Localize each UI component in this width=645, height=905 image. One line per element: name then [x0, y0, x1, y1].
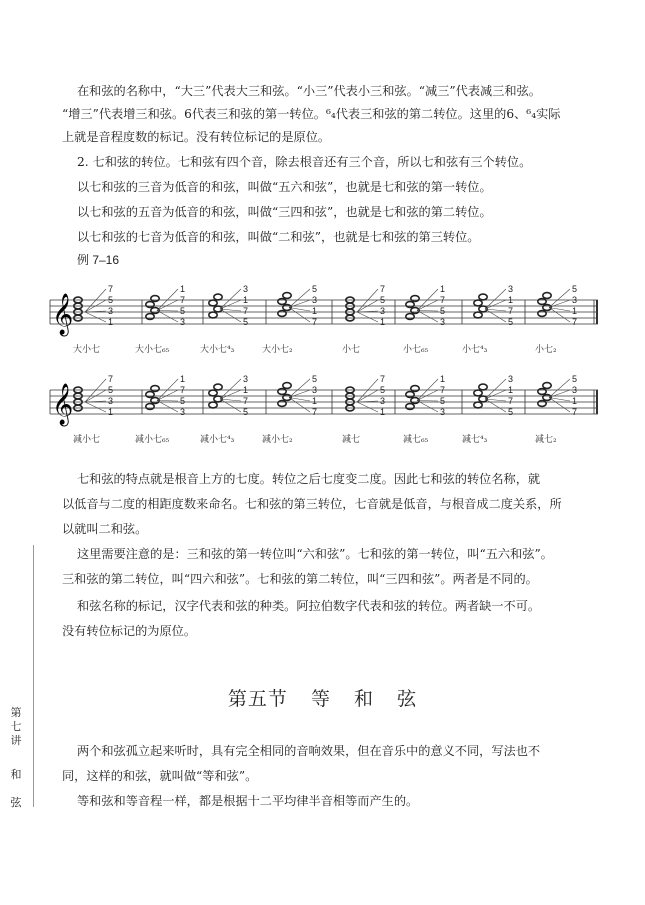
- paragraph: 和弦名称的标记，汉字代表和弦的种类。阿拉伯数字代表和弦的转位。两者缺一不可。: [77, 599, 541, 613]
- notehead: [474, 300, 482, 306]
- interval-figure: 5: [572, 374, 578, 384]
- notehead: [283, 293, 291, 299]
- interval-figure: 7: [243, 306, 249, 316]
- interval-figure: 3: [508, 374, 514, 384]
- figure-leader: [357, 312, 378, 322]
- interval-figure: 3: [108, 396, 114, 406]
- figure-leader: [289, 308, 310, 323]
- chord-label: 减小七⁴₃: [200, 435, 235, 445]
- figure-leader: [289, 289, 310, 308]
- figure-leader: [85, 289, 106, 312]
- paragraph: 两个和弦孤立起来听时，具有完全相同的音响效果，但在音乐中的意义不同，写法也不: [77, 744, 541, 758]
- chord-label: 减七₆₅: [403, 435, 429, 445]
- notehead: [214, 384, 222, 390]
- figure-leader: [220, 390, 241, 399]
- interval-figure: 3: [380, 306, 386, 316]
- notehead: [278, 311, 286, 317]
- chord-label: 小七⁴₃: [462, 345, 488, 355]
- figure-leader: [289, 379, 310, 398]
- interval-figure: 1: [572, 306, 578, 316]
- interval-figure: 1: [380, 317, 386, 327]
- figure-leader: [485, 300, 506, 309]
- interval-figure: 7: [243, 396, 249, 406]
- paragraph: 这里需要注意的是：三和弦的第一转位叫“六和弦”。七和弦的第一转位，叫“五六和弦”。: [77, 547, 553, 561]
- notehead: [474, 390, 482, 396]
- figure-leader: [289, 398, 310, 402]
- interval-figure: 5: [572, 284, 578, 294]
- interval-figure: 1: [243, 385, 249, 395]
- figure-leader: [549, 289, 570, 308]
- paragraph: 没有转位标记的为原位。: [62, 624, 197, 638]
- figure-leader: [549, 308, 570, 312]
- notehead: [479, 384, 487, 390]
- interval-figure: 7: [572, 407, 578, 417]
- figure-leader: [549, 398, 570, 402]
- figure-leader: [549, 398, 570, 413]
- notehead: [406, 302, 414, 308]
- notehead: [278, 389, 286, 395]
- interval-figure: 7: [508, 396, 514, 406]
- interval-figure: 3: [440, 407, 446, 417]
- notehead: [151, 386, 159, 392]
- section-title-char: 和: [354, 688, 375, 710]
- interval-figure: 3: [572, 295, 578, 305]
- interval-figure: 3: [380, 396, 386, 406]
- interval-figure: 3: [180, 407, 186, 417]
- notehead: [146, 404, 154, 410]
- paragraph: 以七和弦的三音为低音的和弦，叫做“五六和弦”，也就是七和弦的第一转位。: [77, 180, 492, 194]
- figure-leader: [85, 379, 106, 402]
- notehead: [543, 383, 551, 389]
- notehead: [146, 302, 154, 308]
- paragraph: “增三”代表增三和弦。6代表三和弦的第一转位。⁶₄代表三和弦的第二转位。这里的6、⁶₄实际: [62, 107, 561, 121]
- notehead: [209, 402, 217, 408]
- figure-leader: [417, 401, 438, 402]
- notehead: [479, 294, 487, 300]
- notehead: [411, 296, 419, 302]
- figure-leader: [357, 402, 378, 412]
- interval-figure: 5: [180, 396, 186, 406]
- chapter-marker: 和: [10, 768, 22, 781]
- interval-figure: 1: [180, 284, 186, 294]
- interval-figure: 7: [380, 284, 386, 294]
- paragraph: 七和弦的特点就是根音上方的七度。转位之后七度变二度。因此七和弦的转位名称，就: [77, 472, 541, 486]
- interval-figure: 1: [440, 284, 446, 294]
- interval-figure: 7: [572, 317, 578, 327]
- paragraph: 等和弦和等音程一样，都是根据十二平均律半音相等而产生的。: [77, 794, 419, 808]
- notehead: [543, 293, 551, 299]
- interval-figure: 7: [380, 374, 386, 384]
- chord-labels-1: [0, 340, 645, 360]
- interval-figure: 7: [180, 385, 186, 395]
- interval-figure: 1: [380, 407, 386, 417]
- chord-label: 减小七₂: [262, 435, 293, 445]
- paragraph: 以七和弦的五音为低音的和弦，叫做“三四和弦”，也就是七和弦的第二转位。: [77, 205, 492, 219]
- chord-label: 大小七₆₅: [135, 345, 170, 355]
- notehead: [406, 314, 414, 320]
- notehead: [406, 404, 414, 410]
- interval-figure: 5: [380, 385, 386, 395]
- notehead: [209, 312, 217, 318]
- chord-label: 大小七₂: [262, 345, 293, 355]
- chapter-marker: 弦: [10, 796, 22, 809]
- interval-figure: 5: [508, 317, 514, 327]
- margin-rule: [33, 545, 34, 807]
- figure-leader: [157, 390, 178, 401]
- chapter-marker: 第七讲: [10, 706, 22, 747]
- chord-label: 减七⁴₃: [462, 435, 488, 445]
- interval-figure: 1: [312, 306, 318, 316]
- chord-label: 减小七: [73, 435, 101, 445]
- paragraph: 上就是音程度数的标记。没有转位标记的是原位。: [62, 130, 331, 144]
- notehead: [146, 314, 154, 320]
- chord-label: 小七: [342, 345, 361, 355]
- interval-figure: 3: [108, 306, 114, 316]
- figure-leader: [220, 300, 241, 309]
- interval-figure: 5: [440, 396, 446, 406]
- interval-figure: 5: [108, 385, 114, 395]
- notehead: [474, 312, 482, 318]
- interval-figure: 5: [243, 317, 249, 327]
- interval-figure: 7: [312, 317, 318, 327]
- paragraph: 在和弦的名称中，“大三”代表大三和弦。“小三”代表小三和弦。“减三”代表减三和弦。: [77, 84, 541, 98]
- interval-figure: 5: [312, 374, 318, 384]
- paragraph: 以七和弦的七音为低音的和弦，叫做“二和弦”，也就是七和弦的第三转位。: [77, 230, 480, 244]
- interval-figure: 7: [440, 385, 446, 395]
- interval-figure: 3: [180, 317, 186, 327]
- treble-clef-icon: 𝄞: [52, 384, 74, 425]
- interval-figure: 1: [180, 374, 186, 384]
- interval-figure: 3: [243, 374, 249, 384]
- notehead: [209, 300, 217, 306]
- section-title-char: 等: [310, 688, 331, 710]
- paragraph: 2. 七和弦的转位。七和弦有四个音，除去根音还有三个音，所以七和弦有三个转位。: [77, 155, 532, 169]
- interval-figure: 1: [508, 295, 514, 305]
- figure-leader: [289, 308, 310, 312]
- chord-label: 大小七⁴₃: [200, 345, 235, 355]
- interval-figure: 5: [440, 306, 446, 316]
- interval-figure: 5: [243, 407, 249, 417]
- notehead: [538, 299, 546, 305]
- chord-label: 减七: [342, 435, 361, 445]
- figure-leader: [417, 390, 438, 401]
- figure-leader: [157, 311, 178, 312]
- chord-label: 小七₆₅: [403, 345, 429, 355]
- notehead: [411, 386, 419, 392]
- chord-label: 小七₂: [535, 345, 557, 355]
- interval-figure: 5: [380, 295, 386, 305]
- paragraph: 同，这样的和弦，就叫做“等和弦”。: [62, 769, 258, 783]
- interval-figure: 7: [312, 407, 318, 417]
- interval-figure: 5: [108, 295, 114, 305]
- notehead: [538, 401, 546, 407]
- section-number: 第五节: [227, 688, 288, 710]
- section-title: [0, 684, 645, 711]
- interval-figure: 5: [508, 407, 514, 417]
- interval-figure: 7: [508, 306, 514, 316]
- interval-figure: 1: [508, 385, 514, 395]
- interval-figure: 1: [572, 396, 578, 406]
- notehead: [278, 299, 286, 305]
- interval-figure: 7: [180, 295, 186, 305]
- notehead: [474, 402, 482, 408]
- chord-label: 减七₂: [535, 435, 557, 445]
- interval-figure: 3: [312, 295, 318, 305]
- figure-leader: [289, 398, 310, 413]
- figure-leader: [485, 390, 506, 399]
- interval-figure: 5: [180, 306, 186, 316]
- interval-figure: 1: [108, 317, 114, 327]
- notehead: [214, 294, 222, 300]
- chord-label: 大小七: [73, 345, 101, 355]
- interval-figure: 7: [108, 374, 114, 384]
- example-label: 例 7–16: [77, 253, 120, 267]
- interval-figure: 1: [108, 407, 114, 417]
- interval-figure: 3: [572, 385, 578, 395]
- figure-leader: [417, 300, 438, 311]
- interval-figure: 1: [312, 396, 318, 406]
- paragraph: 以低音与二度的相距度数来命名。七和弦的第三转位，七音就是低音，与根音成二度关系，所: [62, 497, 562, 511]
- interval-figure: 1: [440, 374, 446, 384]
- notehead: [151, 296, 159, 302]
- notehead: [209, 390, 217, 396]
- treble-clef-icon: 𝄞: [52, 294, 74, 335]
- figure-leader: [157, 401, 178, 402]
- notehead: [538, 389, 546, 395]
- interval-figure: 3: [440, 317, 446, 327]
- interval-figure: 7: [108, 284, 114, 294]
- interval-figure: 5: [312, 284, 318, 294]
- interval-figure: 1: [243, 295, 249, 305]
- notehead: [278, 401, 286, 407]
- interval-figure: 3: [243, 284, 249, 294]
- notehead: [406, 392, 414, 398]
- paragraph: 三和弦的第二转位，叫“四六和弦”。七和弦的第二转位，叫“三四和弦”。两者是不同的。: [62, 572, 538, 586]
- figure-leader: [549, 379, 570, 398]
- figure-leader: [85, 402, 106, 412]
- section-title-char: 弦: [397, 688, 418, 710]
- notehead: [538, 311, 546, 317]
- figure-leader: [357, 379, 378, 402]
- figure-leader: [417, 311, 438, 312]
- notehead: [146, 392, 154, 398]
- interval-figure: 3: [312, 385, 318, 395]
- interval-figure: 7: [440, 295, 446, 305]
- figure-leader: [549, 308, 570, 323]
- figure-leader: [85, 312, 106, 322]
- chord-labels-2: [0, 430, 645, 450]
- chord-label: 减小七₆₅: [135, 435, 170, 445]
- figure-leader: [157, 300, 178, 311]
- figure-leader: [357, 289, 378, 312]
- paragraph: 以就叫二和弦。: [62, 522, 148, 536]
- notehead: [283, 383, 291, 389]
- interval-figure: 3: [508, 284, 514, 294]
